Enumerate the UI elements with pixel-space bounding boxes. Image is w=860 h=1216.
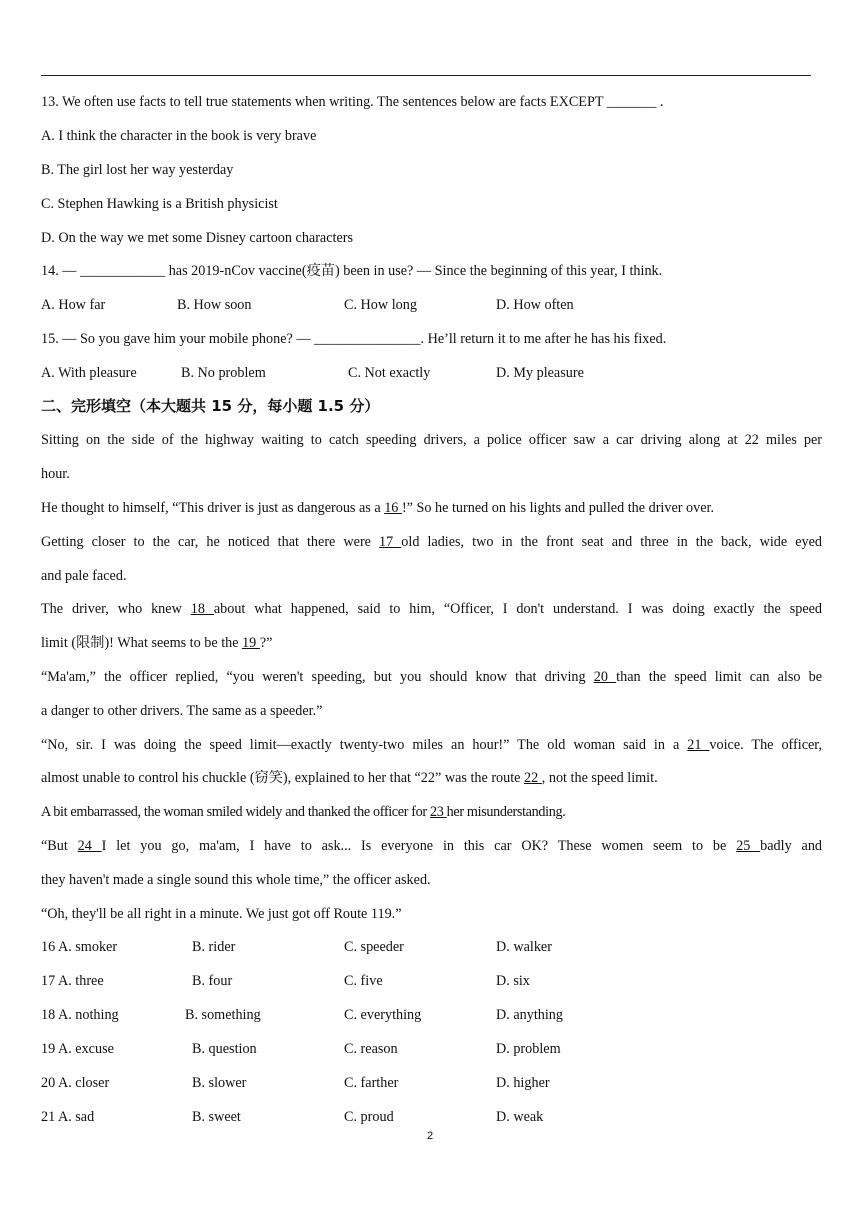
passage-text: almost unable to control his chuckle (窃笑), explained to her that “22” was the route	[41, 770, 525, 786]
q14-option-c: C. How long	[344, 297, 417, 313]
passage-line: Sitting on the side of the highway waiting to catch speeding drivers, a police officer saw a car driving along at 22 miles per	[41, 432, 822, 448]
q14-option-a: A. How far	[41, 297, 106, 313]
passage-line	[41, 533, 822, 551]
option-21-a: 21 A. sad	[41, 1109, 95, 1125]
option-20-d: D. higher	[496, 1075, 550, 1091]
q15-option-b: B. No problem	[181, 365, 266, 381]
option-18-a: 18 A. nothing	[41, 1007, 119, 1023]
passage-text: ?”	[259, 635, 273, 651]
passage-line: “Oh, they'll be all right in a minute. We just got off Route 119.”	[41, 906, 402, 922]
passage-text: , not the speed limit.	[541, 770, 658, 786]
passage-line	[41, 803, 565, 821]
q13-stem: 13. We often use facts to tell true statements when writing. The sentences below are facts EXCEPT _______ .	[41, 94, 664, 110]
option-17-c: C. five	[344, 973, 383, 989]
q14-option-b: B. How soon	[177, 297, 252, 313]
blank-18: 18	[190, 601, 214, 617]
passage-line	[41, 499, 714, 517]
option-20-c: C. farther	[344, 1075, 399, 1091]
option-16-d: D. walker	[496, 939, 552, 955]
blank-23: 23	[429, 804, 447, 820]
option-16-a: 16 A. smoker	[41, 939, 118, 955]
option-19-b: B. question	[192, 1041, 257, 1057]
passage-text: I let you go, ma'am, I have to ask... Is everyone in this car OK? These women seem to be	[101, 838, 737, 854]
option-16-c: C. speeder	[344, 939, 404, 955]
passage-text: her misunderstanding.	[446, 804, 566, 820]
passage-text: “No, sir. I was doing the speed limit—exactly twenty-two miles an hour!” The old woman said in a	[41, 737, 688, 753]
passage-line	[41, 634, 272, 652]
passage-text: than the speed limit can also be	[616, 669, 823, 685]
q15-option-d: D. My pleasure	[496, 365, 584, 381]
passage-text: badly and	[760, 838, 823, 854]
q15-stem: 15. — So you gave him your mobile phone? — _______________. He’ll return it to me after he has his fixed.	[41, 331, 667, 347]
blank-17: 17	[379, 534, 402, 550]
blank-22: 22	[524, 770, 542, 786]
q13-option-b: B. The girl lost her way yesterday	[41, 162, 234, 178]
passage-line: a danger to other drivers. The same as a speeder.”	[41, 703, 323, 719]
passage-text: “Ma'am,” the officer replied, “you weren't speeding, but you should know that driving	[41, 669, 594, 685]
option-21-b: B. sweet	[192, 1109, 241, 1125]
option-18-d: D. anything	[496, 1007, 563, 1023]
passage-line: they haven't made a single sound this whole time,” the officer asked.	[41, 872, 431, 888]
option-17-a: 17 A. three	[41, 973, 104, 989]
option-18-b: B. something	[185, 1007, 261, 1023]
passage-line: hour.	[41, 466, 70, 482]
blank-19: 19	[242, 635, 260, 651]
passage-line	[41, 668, 822, 686]
option-19-c: C. reason	[344, 1041, 398, 1057]
passage-text: He thought to himself, “This driver is just as dangerous as a	[41, 500, 385, 516]
passage-text: “But	[41, 838, 78, 854]
option-21-c: C. proud	[344, 1109, 394, 1125]
passage-line: and pale faced.	[41, 568, 127, 584]
section-heading: 二、完形填空（本大题共 15 分，每小题 1.5 分）	[41, 397, 380, 415]
option-16-b: B. rider	[192, 939, 236, 955]
passage-text: The driver, who knew	[41, 601, 191, 617]
q14-stem: 14. — ____________ has 2019-nCov vaccine(疫苗) been in use? — Since the beginning of this year, I think.	[41, 263, 663, 279]
page-number: 2	[426, 1130, 434, 1142]
blank-25: 25	[736, 838, 761, 854]
option-20-b: B. slower	[192, 1075, 247, 1091]
passage-text: !” So he turned on his lights and pulled the driver over.	[401, 500, 714, 516]
passage-text: voice. The officer,	[709, 737, 822, 753]
passage-line	[41, 769, 658, 787]
blank-24: 24	[77, 838, 102, 854]
passage-text: Getting closer to the car, he noticed that there were	[41, 534, 380, 550]
q13-option-c: C. Stephen Hawking is a British physicist	[41, 196, 278, 212]
header-rule	[41, 75, 811, 76]
q13-option-d: D. On the way we met some Disney cartoon characters	[41, 230, 354, 246]
option-17-d: D. six	[496, 973, 530, 989]
q14-option-d: D. How often	[496, 297, 574, 313]
option-18-c: C. everything	[344, 1007, 422, 1023]
blank-16: 16	[384, 500, 402, 516]
option-19-d: D. problem	[496, 1041, 561, 1057]
q13-option-a: A. I think the character in the book is very brave	[41, 128, 317, 144]
option-17-b: B. four	[192, 973, 233, 989]
passage-text: A bit embarrassed, the woman smiled widely and thanked the officer for	[41, 804, 430, 820]
q15-option-a: A. With pleasure	[41, 365, 137, 381]
passage-line	[41, 736, 822, 754]
passage-text: old ladies, two in the front seat and three in the back, wide eyed	[401, 534, 822, 550]
passage-text: limit (限制)! What seems to be the	[41, 635, 243, 651]
option-20-a: 20 A. closer	[41, 1075, 110, 1091]
passage-text: about what happened, said to him, “Officer, I don't understand. I was doing exactly the speed	[213, 601, 823, 617]
passage-line	[41, 837, 822, 855]
option-21-d: D. weak	[496, 1109, 544, 1125]
blank-20: 20	[593, 669, 617, 685]
option-19-a: 19 A. excuse	[41, 1041, 114, 1057]
q15-option-c: C. Not exactly	[348, 365, 431, 381]
passage-line	[41, 600, 822, 618]
blank-21: 21	[687, 737, 710, 753]
